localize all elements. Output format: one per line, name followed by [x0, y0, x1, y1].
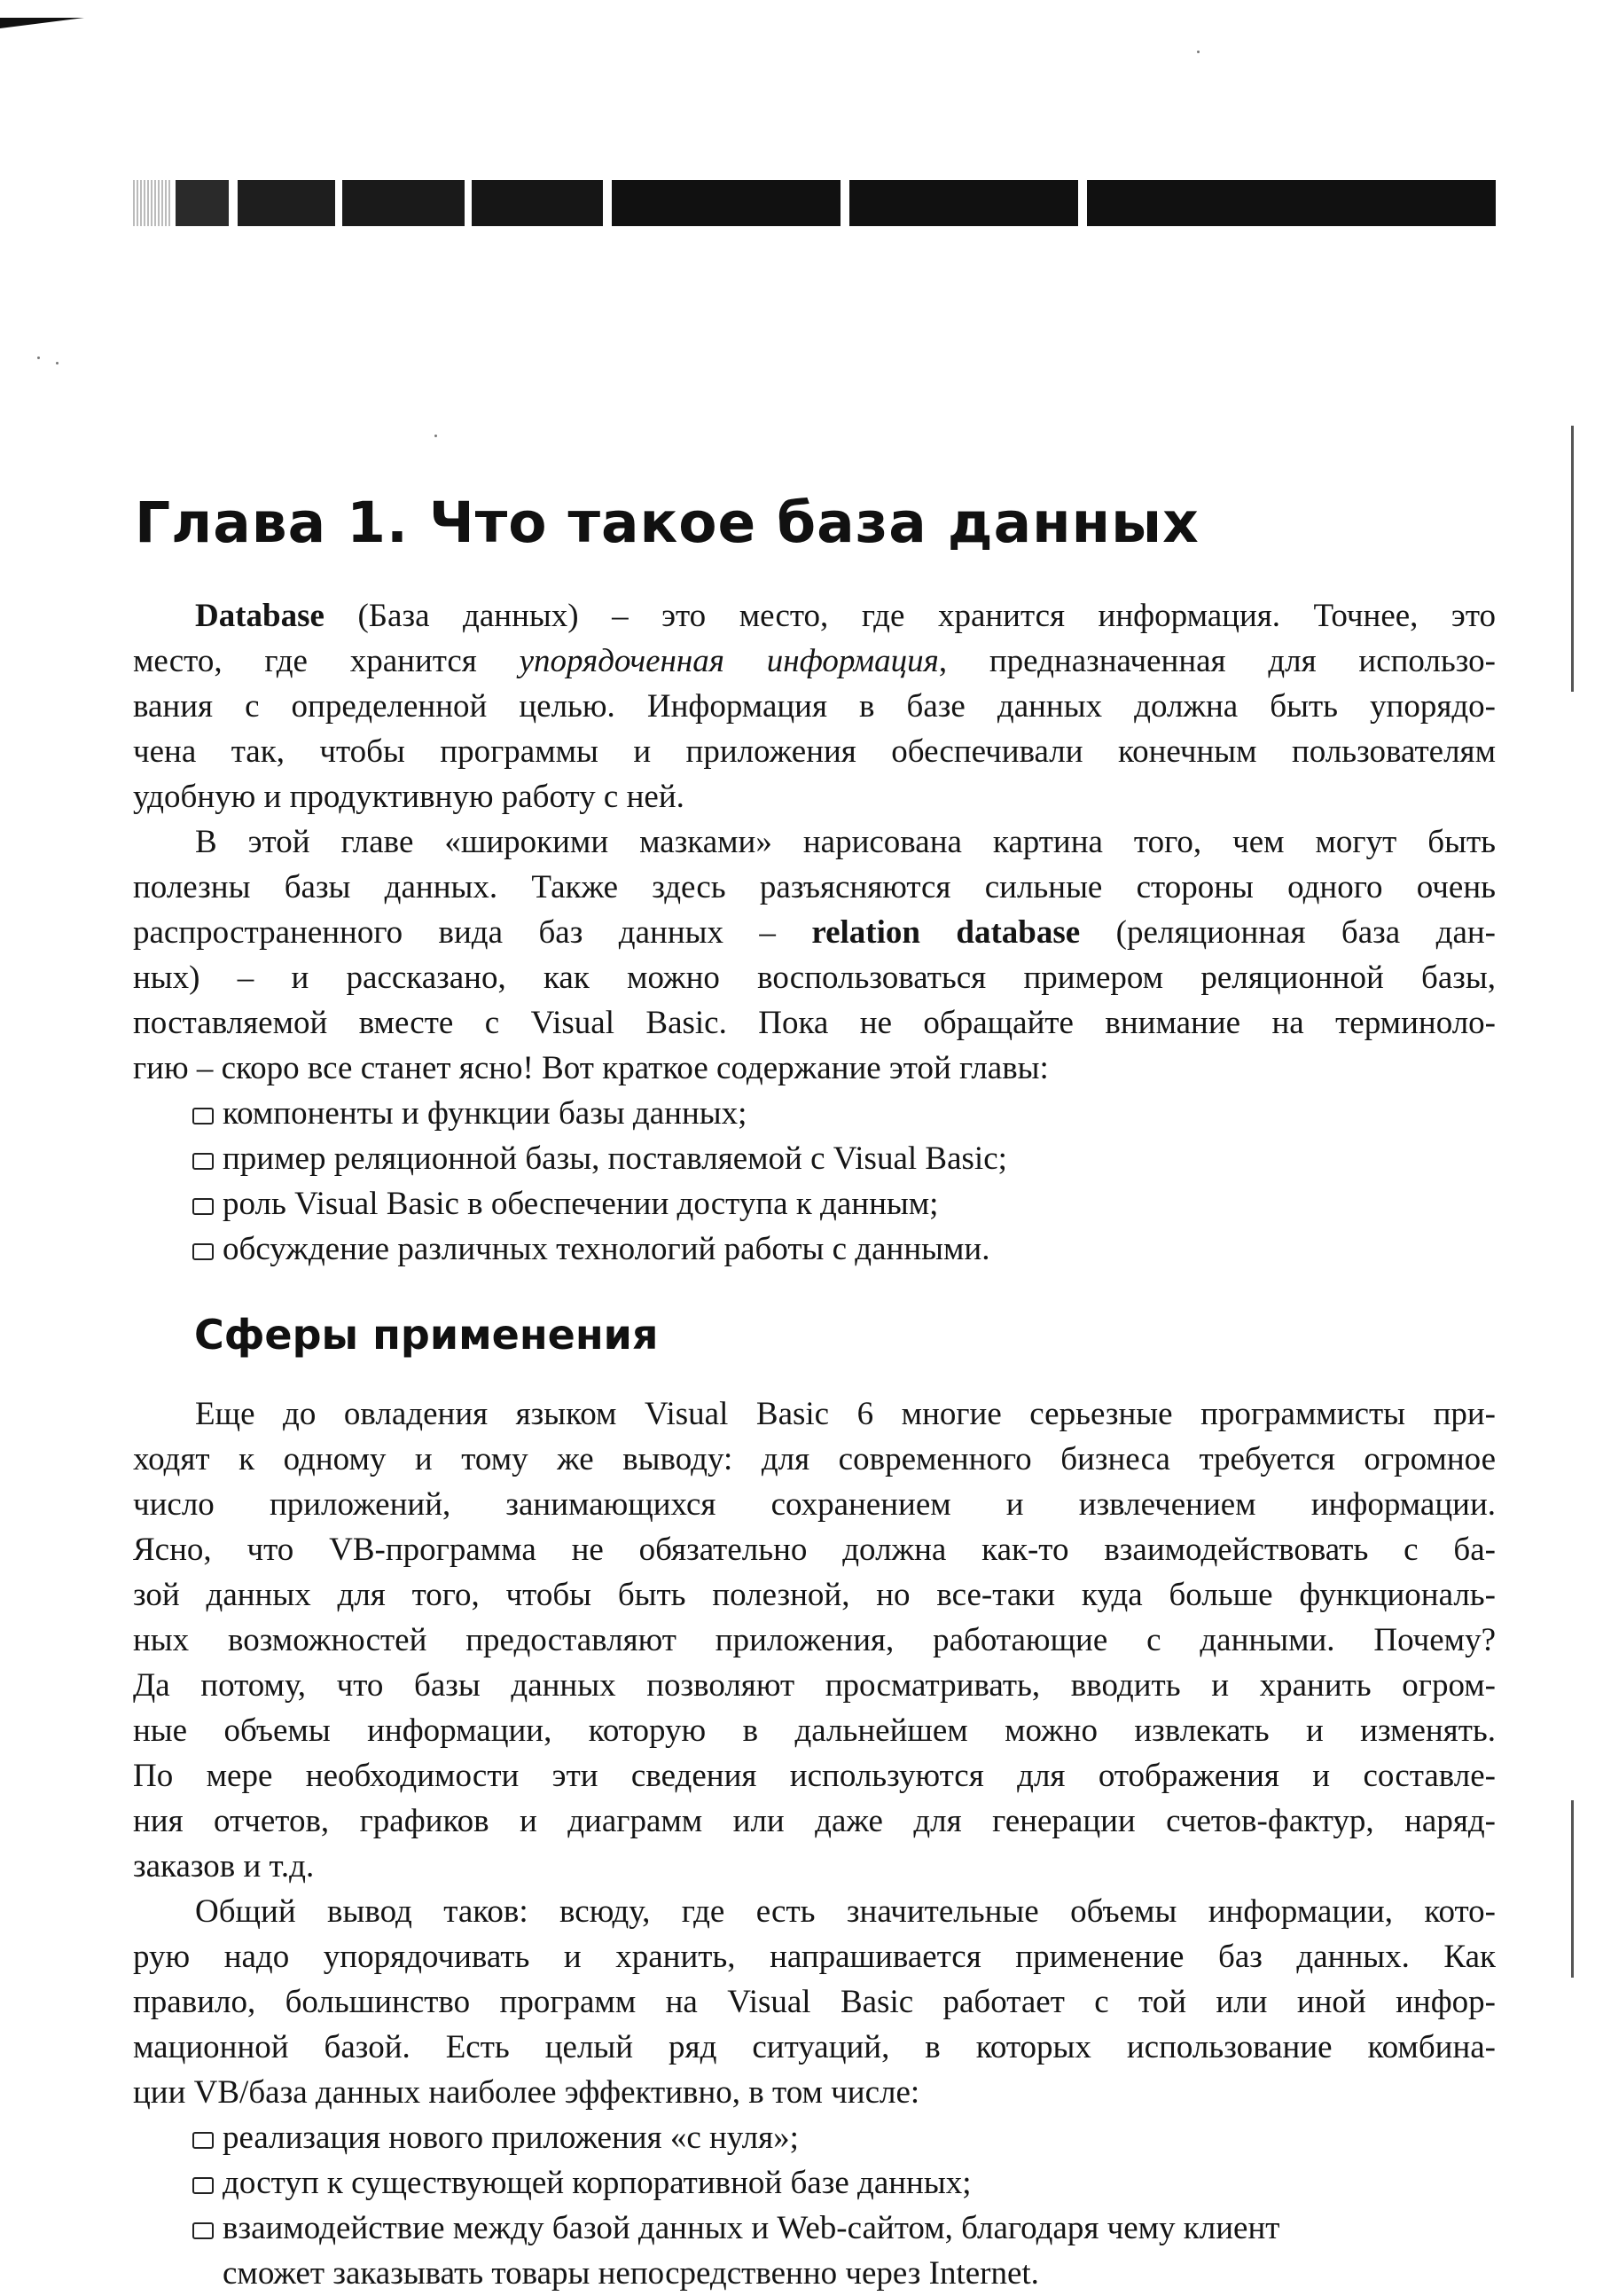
list-item	[133, 1136, 1496, 1181]
page-edge-rule-bottom	[1571, 1800, 1574, 1978]
chapter-header-bar	[133, 180, 1496, 226]
paragraph-line: вания с определенной целью. Информация в базе данных должна быть упорядо-	[133, 688, 1496, 725]
list-item-continuation: сможет заказывать товары непосредственно через Internet.	[223, 2255, 1039, 2292]
paragraph-line: правило, большинство программ на Visual Basic работает с той или иной инфор-	[133, 1984, 1496, 2020]
text-run: распространенного вида баз данных –	[133, 914, 812, 951]
paragraph-line	[133, 593, 1496, 639]
paragraph-line: рую надо упорядочивать и хранить, напрашивается применение баз данных. Как	[133, 1939, 1496, 1975]
paragraph-line: ходят к одному и тому же выводу: для современного бизнеса требуется огромное	[133, 1441, 1496, 1477]
header-bar-segment	[612, 180, 841, 226]
section-title: Сферы применения	[194, 1311, 659, 1359]
list-item-text: роль Visual Basic в обеспечении доступа к данным;	[223, 1186, 939, 1222]
paragraph-line: ных возможностей предоставляют приложения, работающие с данными. Почему?	[133, 1622, 1496, 1658]
checkbox-bullet-icon	[192, 1108, 214, 1124]
text-run: , предназначенная для использо-	[938, 643, 1496, 679]
intro-text	[133, 593, 1496, 1272]
list-item	[133, 2160, 1496, 2206]
paragraph-line: ных) – и рассказано, как можно воспользоваться примером реляционной базы,	[133, 960, 1496, 996]
scan-speck	[1197, 51, 1200, 53]
section-text	[133, 1391, 1496, 2296]
list-item	[133, 1226, 1496, 1272]
paragraph-line: чена так, чтобы программы и приложения обеспечивали конечным пользователям	[133, 733, 1496, 770]
text-run: (База данных) – это место, где хранится информация. Точнее, это	[324, 598, 1496, 634]
paragraph-line	[133, 639, 1496, 684]
scan-speck	[37, 357, 40, 359]
list-item-text: пример реляционной базы, поставляемой с Visual Basic;	[223, 1140, 1007, 1177]
scan-speck	[434, 435, 437, 437]
list-item-text: доступ к существующей корпоративной базе данных;	[223, 2165, 972, 2201]
list-item	[133, 1091, 1496, 1136]
paragraph-line: ции VB/база данных наиболее эффективно, в том числе:	[133, 2074, 920, 2111]
checkbox-bullet-icon	[192, 1243, 214, 1260]
paragraph-line: Еще до овладения языком Visual Basic 6 многие серьезные программисты при-	[195, 1396, 1496, 1432]
header-bar-segment	[133, 180, 170, 226]
header-bar-segment	[176, 180, 229, 226]
paragraph-line: зой данных для того, чтобы быть полезной, но все-таки куда больше функциональ-	[133, 1577, 1496, 1613]
paragraph-line: Да потому, что базы данных позволяют просматривать, вводить и хранить огром-	[133, 1667, 1496, 1704]
paragraph-line: Общий вывод таков: всюду, где есть значительные объемы информации, кото-	[195, 1893, 1496, 1930]
checkbox-bullet-icon	[192, 2222, 214, 2239]
term-relation-database: relation database	[811, 914, 1081, 951]
paragraph-line: В этой главе «широкими мазками» нарисована картина того, чем могут быть	[195, 824, 1496, 860]
list-item	[133, 1181, 1496, 1226]
paragraph-line: ния отчетов, графиков и диаграмм или даже для генерации счетов-фактур, наряд-	[133, 1803, 1496, 1839]
list-item-text: обсуждение различных технологий работы с данными.	[223, 1231, 990, 1267]
term-database: Database	[195, 598, 325, 634]
list-item	[133, 2206, 1496, 2251]
header-bar-segment	[472, 180, 603, 226]
list-item-text: взаимодействие между базой данных и Web-сайтом, благодаря чему клиент	[223, 2210, 1280, 2246]
emphasis-ordered-info: упорядоченная информация	[519, 643, 939, 679]
list-item	[133, 2115, 1496, 2160]
page-edge-rule-top	[1571, 426, 1574, 692]
paragraph-line: полезны базы данных. Также здесь разъясняются сильные стороны одного очень	[133, 869, 1496, 905]
checkbox-bullet-icon	[192, 2177, 214, 2194]
checkbox-bullet-icon	[192, 1198, 214, 1215]
paragraph-line: число приложений, занимающихся сохранением и извлечением информации.	[133, 1486, 1496, 1523]
checkbox-bullet-icon	[192, 2132, 214, 2149]
paragraph-line: удобную и продуктивную работу с ней.	[133, 779, 684, 815]
list-item-text: компоненты и функции базы данных;	[223, 1095, 747, 1132]
header-bar-segment	[849, 180, 1078, 226]
paragraph-line: ные объемы информации, которую в дальнейшем можно извлекать и изменять.	[133, 1712, 1496, 1749]
paragraph-line: заказов и т.д.	[133, 1848, 315, 1885]
header-bar-segment	[1087, 180, 1496, 226]
paragraph-line: гию – скоро все станет ясно! Вот краткое содержание этой главы:	[133, 1050, 1049, 1086]
paragraph-line: Ясно, что VB-программа не обязательно должна как-то взаимодействовать с ба-	[133, 1532, 1496, 1568]
scan-corner-mark	[0, 18, 84, 28]
list-item-text: реализация нового приложения «с нуля»;	[223, 2120, 799, 2156]
text-run: (реляционная база дан-	[1080, 914, 1497, 951]
checkbox-bullet-icon	[192, 1153, 214, 1170]
paragraph-line: поставляемой вместе с Visual Basic. Пока не обращайте внимание на терминоло-	[133, 1005, 1496, 1041]
paragraph-line: По мере необходимости эти сведения используются для отображения и составле-	[133, 1758, 1496, 1794]
chapter-title: Глава 1. Что такое база данных	[135, 490, 1200, 555]
header-bar-segment	[238, 180, 335, 226]
text-run: место, где хранится	[133, 643, 520, 679]
paragraph-line: мационной базой. Есть целый ряд ситуаций, в которых использование комбина-	[133, 2029, 1496, 2065]
paragraph-line	[133, 910, 1496, 955]
scan-speck	[56, 362, 59, 364]
header-bar-segment	[342, 180, 465, 226]
